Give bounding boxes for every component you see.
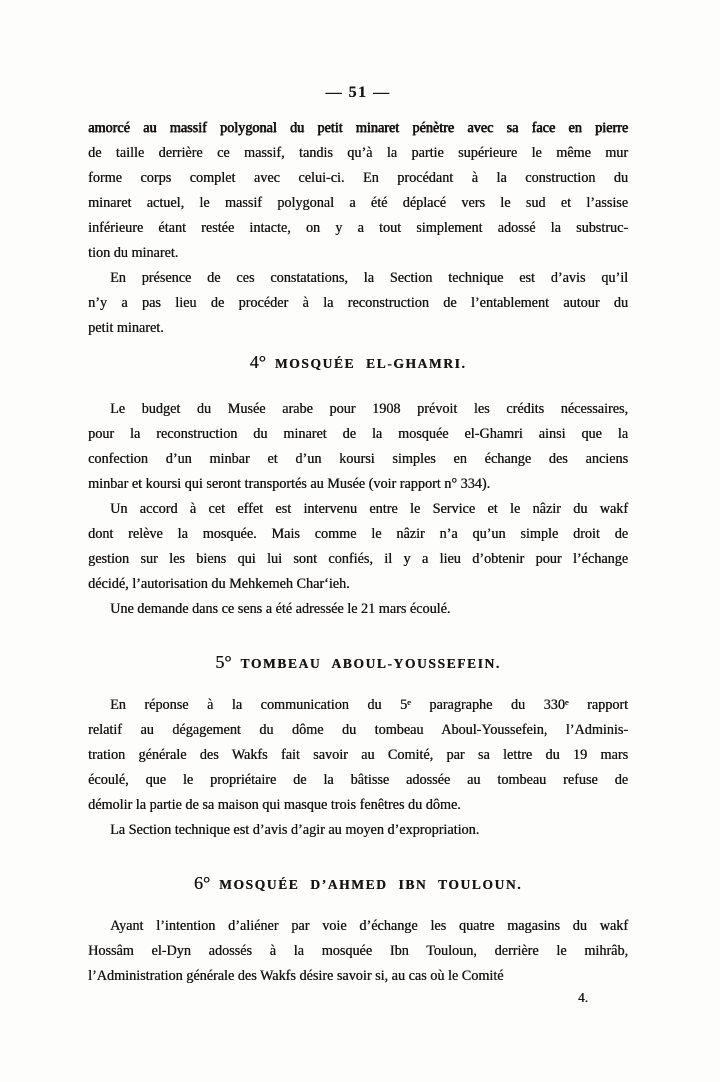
text-line: En présence de ces constatations, la Section technique est d’avis qu’il <box>110 270 628 286</box>
text-line: dont relève la mosquée. Mais comme le nâzir n’a qu’un simple droit de <box>88 526 628 542</box>
text-line: Un accord à cet effet est intervenu entre le Service et le nâzir du wakf <box>110 501 628 517</box>
section-number: 4° <box>249 352 266 372</box>
text-line: l’Administration générale des Wakfs désire savoir si, au cas où le Comité <box>88 968 504 984</box>
text-line: En réponse à la communication du 5ᵉ paragraphe du 330ᵉ rapport <box>110 697 628 713</box>
section-title: MOSQUÉE D’AHMED IBN TOULOUN. <box>219 877 523 892</box>
text-line: tion du minaret. <box>88 245 179 261</box>
section-heading <box>88 870 628 898</box>
section-ibn-touloun <box>88 870 628 989</box>
text-line: décidé, l’autorisation du Mehkemeh Char‘ieh. <box>88 576 350 592</box>
page-number: — 51 — <box>325 84 391 101</box>
text-line: confection d’un minbar et d’un koursi simples en échange des anciens <box>88 451 628 467</box>
text-line: gestion sur les biens qui lui sont confiés, il y a lieu d’obtenir pour l’échange <box>88 551 628 567</box>
text-line: minaret actuel, le massif polygonal a été déplacé vers le sud et l’assise <box>88 195 628 211</box>
text-line: tration générale des Wakfs fait savoir au Comité, par sa lettre du 19 mars <box>88 747 628 763</box>
paragraph <box>88 397 628 497</box>
text-line: forme corps complet avec celui-ci. En procédant à la construction du <box>88 170 628 186</box>
paragraph <box>88 597 628 622</box>
text-line: démolir la partie de sa maison qui masque trois fenêtres du dôme. <box>88 797 461 813</box>
text-line: petit minaret. <box>88 320 164 336</box>
text-line: La Section technique est d’avis d’agir au moyen d’expropriation. <box>110 822 480 838</box>
section-paragraphs <box>88 914 628 989</box>
text-line: minbar et koursi qui seront transportés au Musée (voir rapport n° 334). <box>88 476 491 492</box>
intro-paragraphs <box>88 116 628 341</box>
section-paragraphs <box>88 397 628 622</box>
section-aboul-youssefein <box>88 649 628 843</box>
section-number: 5° <box>215 652 232 672</box>
text-line: Le budget du Musée arabe pour 1908 prévoit les crédits nécessaires, <box>110 401 628 417</box>
text-line: Ayant l’intention d’aliéner par voie d’échange les quatre magasins du wakf <box>110 918 628 934</box>
section-title: MOSQUÉE EL-GHAMRI. <box>274 356 467 371</box>
text-line: de taille derrière ce massif, tandis qu’à la partie supérieure le même mur <box>88 145 628 161</box>
text-line: écoulé, que le propriétaire de la bâtisse adossée au tombeau refuse de <box>88 772 628 788</box>
section-title: TOMBEAU ABOUL-YOUSSEFEIN. <box>240 656 501 671</box>
section-el-ghamri <box>88 349 628 622</box>
text-line: inférieure étant restée intacte, on y a tout simplement adossé la substruc- <box>88 220 628 236</box>
paragraph <box>88 818 628 843</box>
text-line: n’y a pas lieu de procéder à la reconstruction de l’entablement autour du <box>88 295 628 311</box>
text-line: relatif au dégagement du dôme du tombeau Aboul-Youssefein, l’Adminis- <box>88 722 628 738</box>
text-line: Hossâm el-Dyn adossés à la mosquée Ibn Touloun, derrière le mihrâb, <box>88 943 628 959</box>
text-line: Une demande dans ce sens a été adressée le 21 mars écoulé. <box>110 601 451 617</box>
text-line: amorcé au massif polygonal du petit minaret pénètre avec sa face en pierre <box>88 120 628 136</box>
paragraph <box>88 497 628 597</box>
signature-mark: 4. <box>577 990 588 1005</box>
paragraph <box>88 693 628 818</box>
section-paragraphs <box>88 693 628 843</box>
paragraph <box>88 266 628 341</box>
paragraph <box>88 116 628 266</box>
section-heading <box>88 349 628 377</box>
section-number: 6° <box>193 873 211 893</box>
text-line: pour la reconstruction du minaret de la mosquée el-Ghamri ainsi que la <box>88 426 628 442</box>
paragraph <box>88 914 628 989</box>
section-heading <box>88 649 628 677</box>
